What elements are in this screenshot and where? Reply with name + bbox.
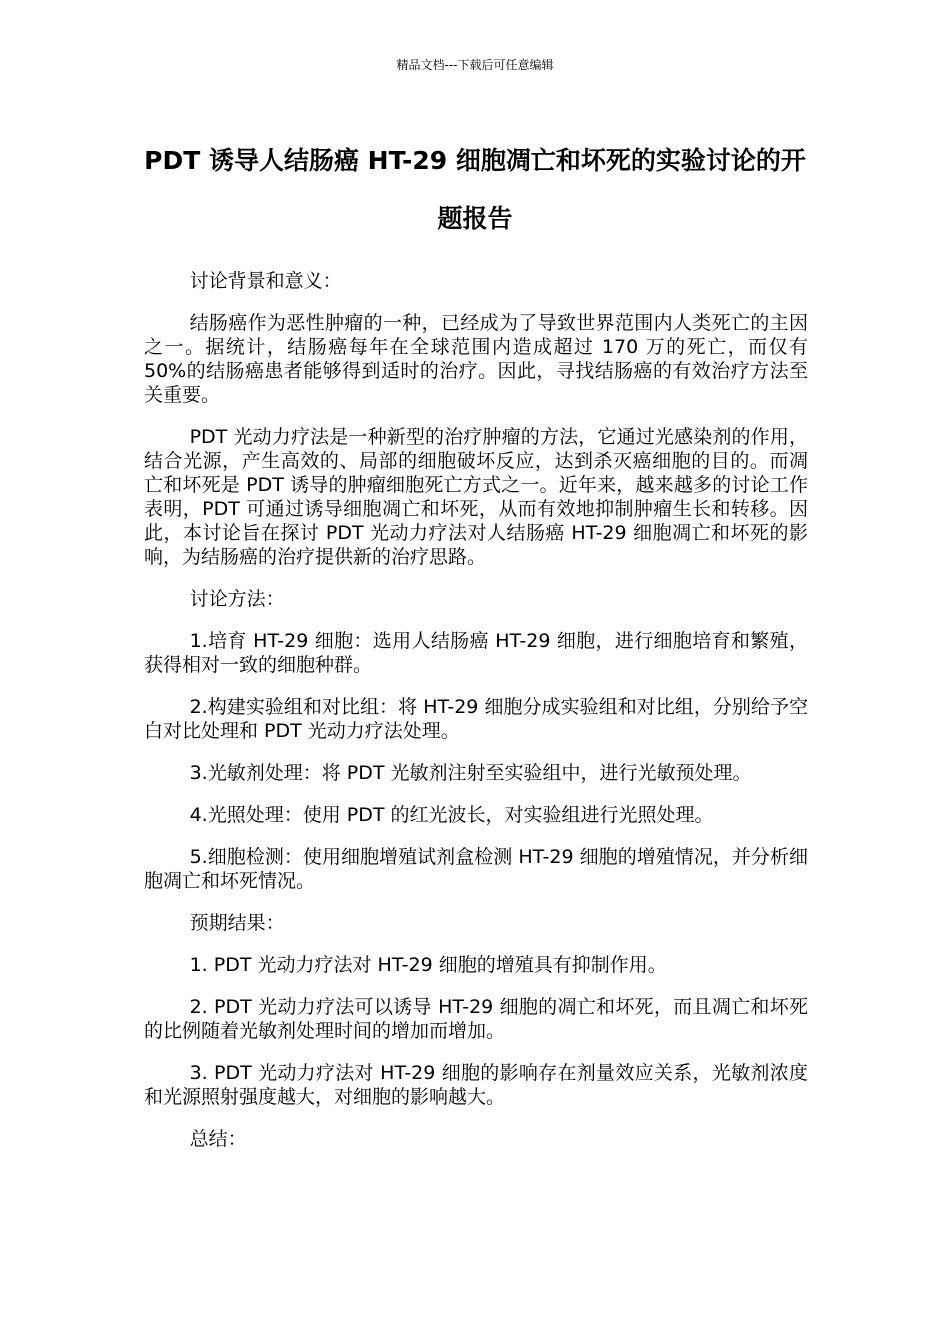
result-item: 3. PDT 光动力疗法对 HT-29 细胞的影响存在剂量效应关系，光敏剂浓度和光源照射强度越大，对细胞的影响越大。 bbox=[144, 1062, 808, 1108]
paragraph: 结肠癌作为恶性肿瘤的一种，已经成为了导致世界范围内人类死亡的主因之一。据统计，结肠癌每年在全球范围内造成超过 170 万的死亡，而仅有 50%的结肠癌患者能够得到适时的治疗。因此，寻找结肠癌的有效治疗方法至关重要。 bbox=[144, 312, 808, 406]
document-body bbox=[144, 269, 808, 1169]
method-item: 3.光敏剂处理：将 PDT 光敏剂注射至实验组中，进行光敏预处理。 bbox=[189, 762, 752, 784]
document-title: PDT 诱导人结肠癌 HT-29 细胞凋亡和坏死的实验讨论的开题报告 bbox=[144, 146, 806, 233]
section-heading-methods: 讨论方法： bbox=[189, 588, 285, 610]
header-note: 精品文档---下载后可任意编辑 bbox=[396, 58, 554, 72]
result-item: 1. PDT 光动力疗法对 HT-29 细胞的增殖具有抑制作用。 bbox=[189, 954, 667, 976]
method-item: 1.培育 HT-29 细胞：选用人结肠癌 HT-29 细胞，进行细胞培育和繁殖，获得相对一致的细胞种群。 bbox=[144, 630, 808, 676]
method-item: 4.光照处理：使用 PDT 的红光波长，对实验组进行光照处理。 bbox=[189, 804, 714, 826]
method-item: 5.细胞检测：使用细胞增殖试剂盒检测 HT-29 细胞的增殖情况，并分析细胞凋亡和坏死情况。 bbox=[144, 846, 808, 892]
section-heading-results: 预期结果： bbox=[189, 912, 285, 934]
section-heading-background: 讨论背景和意义： bbox=[189, 270, 342, 292]
paragraph: PDT 光动力疗法是一种新型的治疗肿瘤的方法，它通过光感染剂的作用，结合光源，产生高效的、局部的细胞破坏反应，达到杀灭癌细胞的目的。而凋亡和坏死是 PDT 诱导的肿瘤细胞死亡方式之一。近年来，越来越多的讨论工作表明，PDT 可通过诱导细胞凋亡和坏死，从而有效地抑制肿瘤生长和转移。因此，本讨论旨在探讨 PDT 光动力疗法对人结肠癌 HT-29 细胞凋亡和坏死的影响，为结肠癌的治疗提供新的治疗思路。 bbox=[144, 426, 808, 568]
method-item: 2.构建实验组和对比组：将 HT-29 细胞分成实验组和对比组，分别给予空白对比处理和 PDT 光动力疗法处理。 bbox=[144, 696, 808, 742]
result-item: 2. PDT 光动力疗法可以诱导 HT-29 细胞的凋亡和坏死，而且凋亡和坏死的比例随着光敏剂处理时间的增加而增加。 bbox=[144, 996, 808, 1042]
section-heading-summary: 总结： bbox=[189, 1128, 247, 1150]
